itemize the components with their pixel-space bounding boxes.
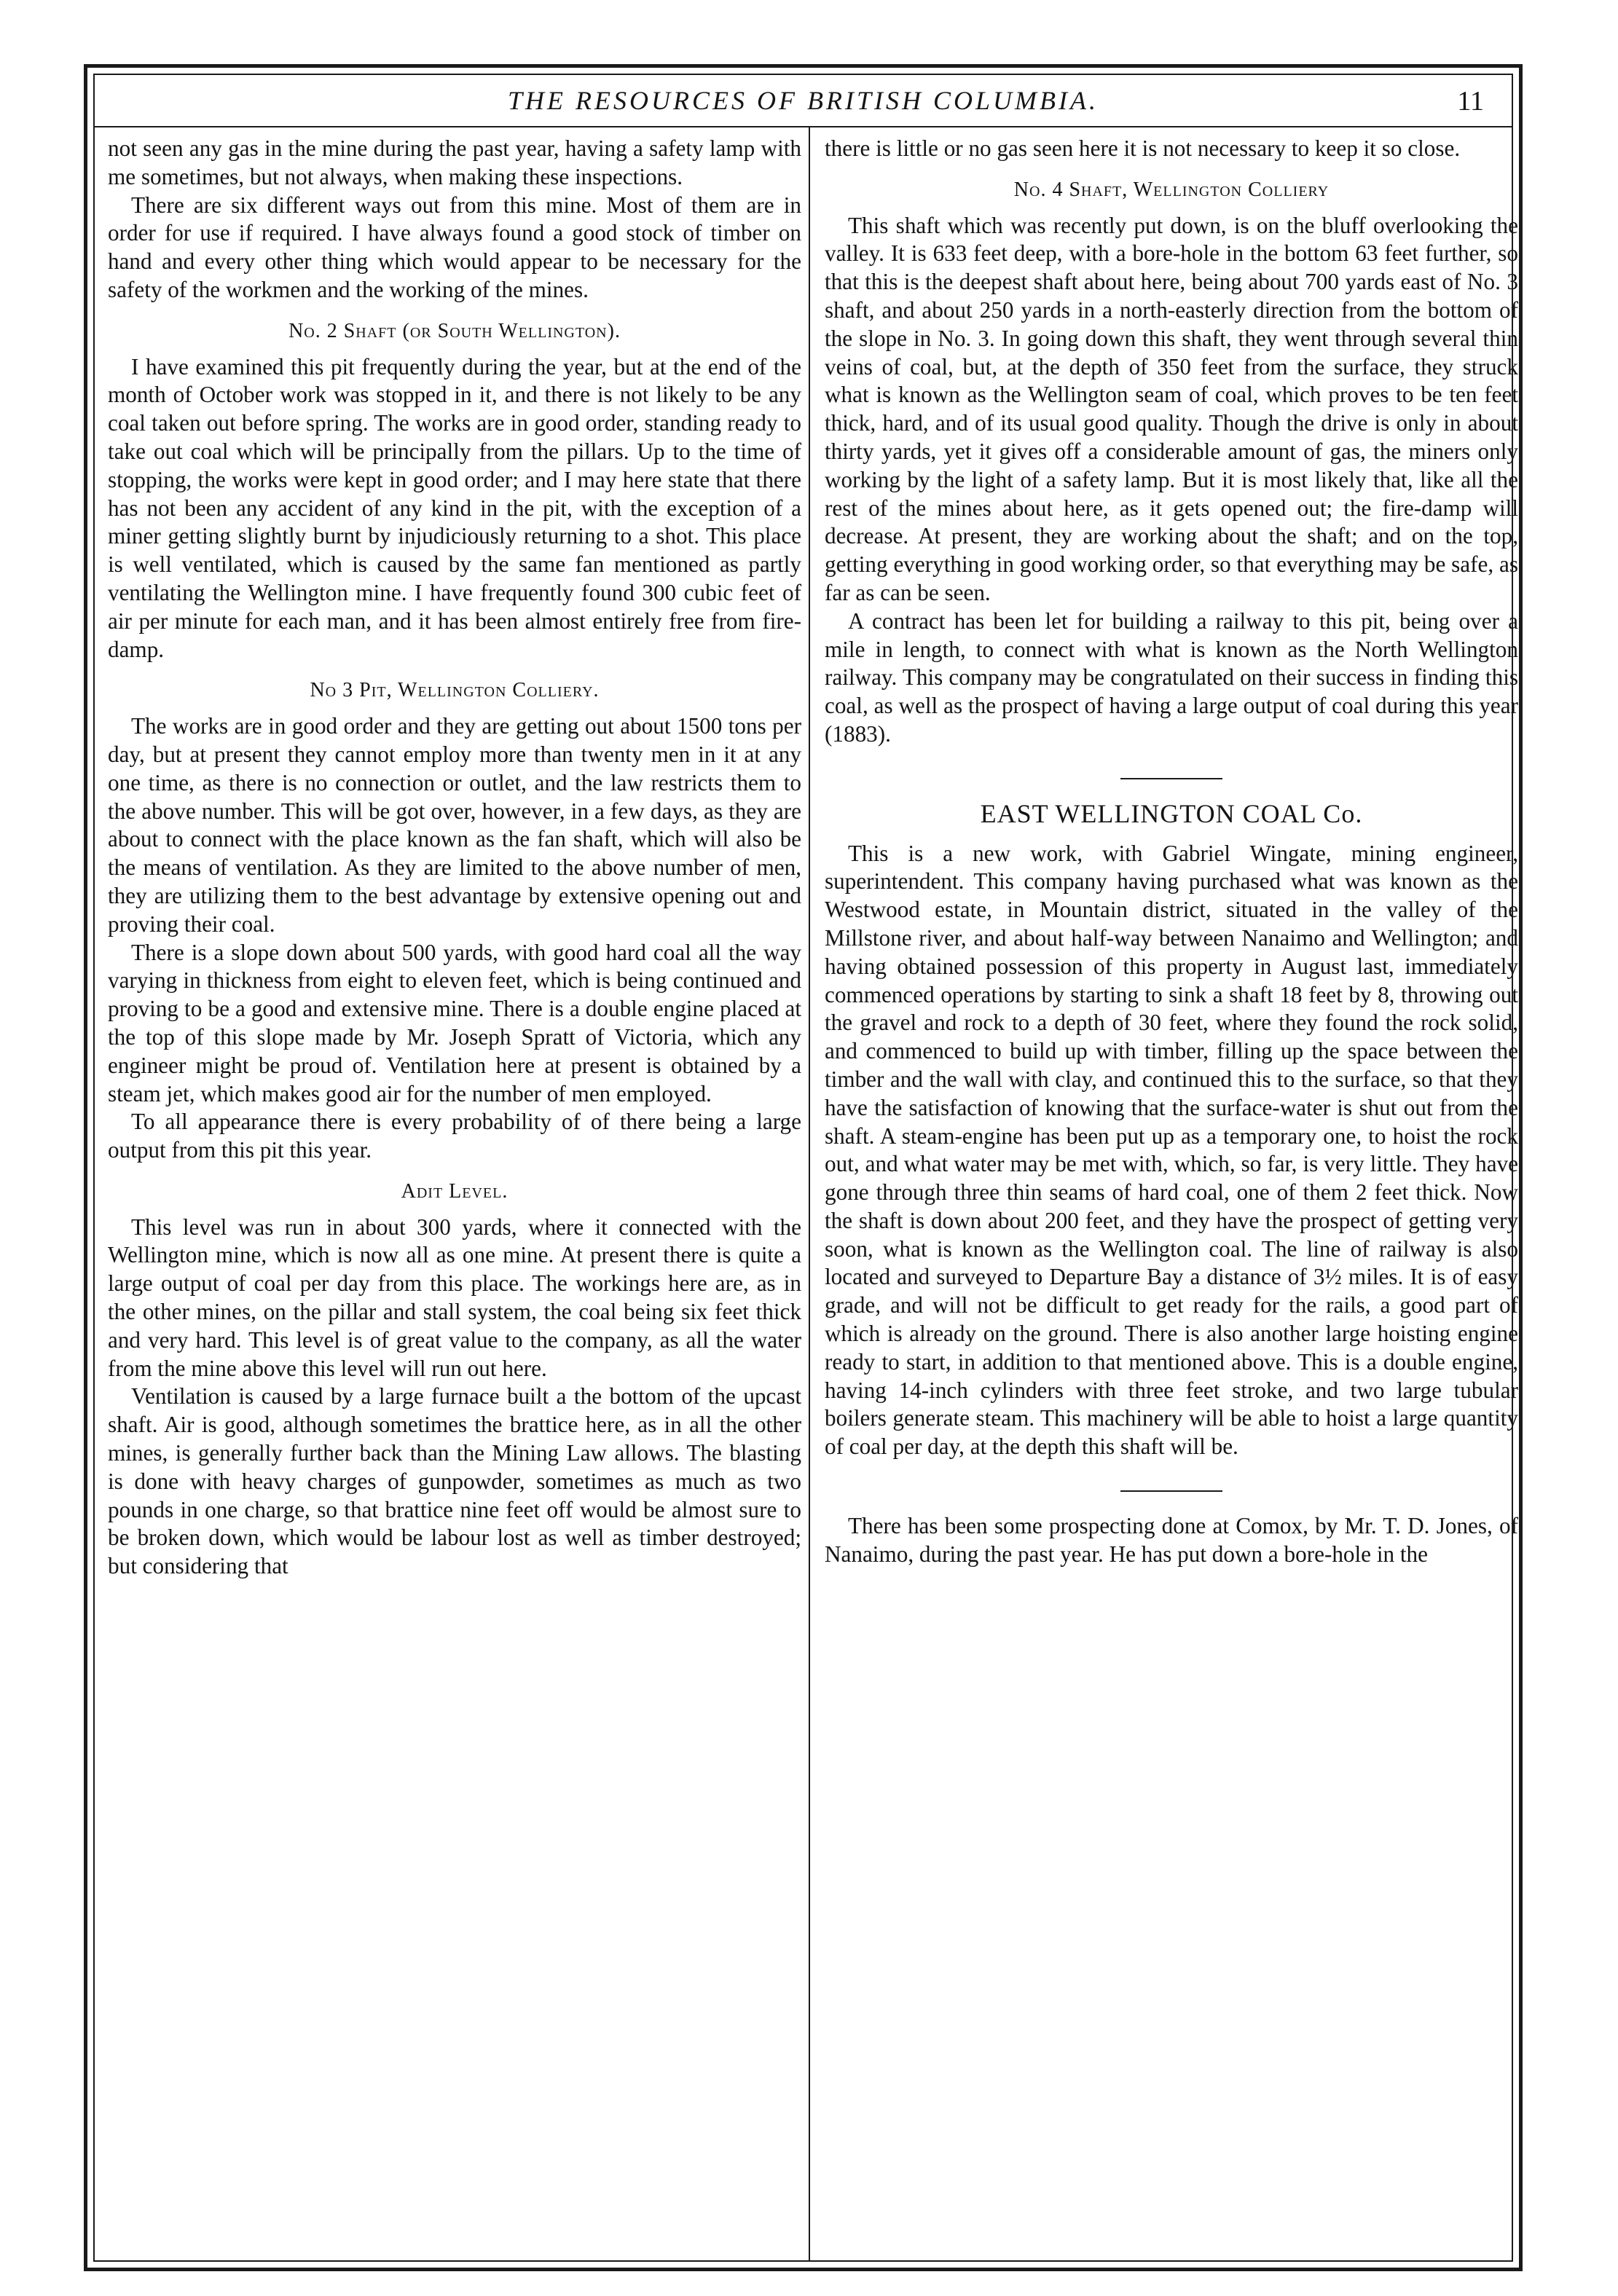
left-column	[108, 135, 801, 2246]
paragraph: The works are in good order and they are getting out about 1500 tons per day, but at present they cannot employ more than twenty men in it at any one time, as there is no connection or outlet, and the law restricts them to the above number. This will be got over, however, in a few days, as they are about to connect with the place known as the fan shaft, which will also be the means of ventilation. As they are limited to the above number of men, they are utilizing them to the best advantage by extensive opening out and proving their coal.	[108, 713, 801, 937]
page-border	[93, 74, 1518, 2262]
paragraph: This is a new work, with Gabriel Wingate, mining engineer, superintendent. This company having purchased what was known as the Westwood estate, in Mountain district, situated in the valley of the Millstone river, and about half-way between Nanaimo and Wellington; and having obtained possession of this property in August last, immediately commenced operations by starting to sink a shaft 18 feet by 8, throwing out the gravel and rock to a depth of 30 feet, where they found the rock solid, and commenced to build up with timber, filling up the space between the timber and the wall with clay, and continued this to the surface, so that they have the satisfaction of knowing that the surface-water is shut out from the shaft. A steam-engine has been put up as a temporary one, to hoist the rock out, and what water may be met with, which, so far, is very little. They have gone through three thin seams of hard coal, one of them 2 feet thick. Now the shaft is down about 200 feet, and they have the prospect of getting very soon, what is known as the Wellington coal. The line of railway is also located and surveyed to Departure Bay a distance of 3½ miles. It is of easy grade, and will not be difficult to get ready for the rails, a good part of which is already on the ground. There is also another large hoisting engine ready to start, in addition to that mentioned above. This is a double engine, having 14-inch cylinders with three feet stroke, and two large tubular boilers generate steam. This machinery will be able to hoist a large quantity of coal per day, at the depth this shaft will be.	[825, 840, 1518, 1460]
section-separator	[1120, 778, 1222, 779]
page-number: 11	[1457, 86, 1484, 117]
paragraph: There are six different ways out from this mine. Most of them are in order for use if required. I have always found a good stock of timber on hand and every other thing which would appear to be necessary for the safety of the workmen and the working of the mines.	[108, 192, 801, 302]
section-heading: No 3 Pit, Wellington Colliery.	[310, 679, 600, 702]
article-heading: EAST WELLINGTON COAL Co.	[980, 798, 1363, 828]
section-heading: No. 2 Shaft (or South Wellington).	[288, 319, 621, 342]
right-column	[825, 135, 1518, 2246]
column-divider	[809, 127, 810, 2260]
section-separator	[1120, 1490, 1222, 1492]
paragraph: Ventilation is caused by a large furnace built a the bottom of the upcast shaft. Air is good, although sometimes the brattice here, as in all the other mines, is generally further back than the Mining Law allows. The blasting is done with heavy charges of gunpowder, sometimes as much as two pounds in one charge, so that brattice nine feet off would be almost sure to be broken down, which would be labour lost as well as timber destroyed; but considering that	[108, 1383, 801, 1579]
paragraph: there is little or no gas seen here it is not necessary to keep it so close.	[825, 135, 1461, 161]
paragraph: A contract has been let for building a railway to this pit, being over a mile in length, to connect with what is known as the North Wellington railway. This company may be congratulated on their success in finding this coal, as well as the prospect of having a large output of coal during this year (1883).	[825, 608, 1518, 747]
paragraph: This shaft which was recently put down, is on the bluff overlooking the valley. It is 633 feet deep, with a bore-hole in the bottom 63 feet further, so that this is the deepest shaft about here, being about 700 yards east of No. 3 shaft, and about 250 yards in a north-easterly direction from the bottom of the slope in No. 3. In going down this shaft, they went through several thin veins of coal, but, at the depth of 350 feet from the surface, they struck what is known as the Wellington seam of coal, which proves to be ten feet thick, hard, and of its usual good quality. Though the drive is only in about thirty yards, yet it gives off a considerable amount of gas, the miners only working by the light of a safety lamp. But it is most likely that, like all the rest of the mines about here, as it gets opened out; the fire-damp will decrease. At present, they are working about the shaft; and on the top, getting everything in good working order, so that everything may be safe, as far as can be seen.	[825, 212, 1518, 605]
section-heading: Adit Level.	[401, 1179, 508, 1203]
paragraph: This level was run in about 300 yards, where it connected with the Wellington mine, which is now all as one mine. At present there is quite a large output of coal per day from this place. The workings here are, as in the other mines, on the pillar and stall system, the coal being six feet thick and very hard. This level is of great value to the company, as all the water from the mine above this level will run out here.	[108, 1214, 801, 1381]
paragraph: To all appearance there is every probability of of there being a large output from this pit this year.	[108, 1109, 801, 1163]
page-frame	[84, 64, 1523, 2271]
paragraph: not seen any gas in the mine during the past year, having a safety lamp with me sometimes, but not always, when making these inspections.	[108, 135, 801, 189]
paragraph: There has been some prospecting done at Comox, by Mr. T. D. Jones, of Nanaimo, during the past year. He has put down a bore-hole in the	[825, 1513, 1518, 1567]
paragraph: I have examined this pit frequently during the year, but at the end of the month of October work was stopped in it, and there is not likely to be any coal taken out before spring. The works are in good order, standing ready to take out coal which will be principally from the pillars. Up to the time of stopping, the works were kept in good order; and I may here state that there has not been any accident of any kind in the pit, with the exception of a miner getting slightly burnt by injudiciously returning to a shot. This place is well ventilated, which is caused by the same fan mentioned as partly ventilating the Wellington mine. I have frequently found 300 cubic feet of air per minute for each man, and it has been almost entirely free from fire-damp.	[108, 353, 801, 662]
running-title: THE RESOURCES OF BRITISH COLUMBIA.	[508, 86, 1099, 115]
section-heading: No. 4 Shaft, Wellington Colliery	[1013, 178, 1330, 201]
page-header	[95, 75, 1512, 127]
paragraph: There is a slope down about 500 yards, with good hard coal all the way varying in thickness from eight to eleven feet, which is being continued and proving to be a good and extensive mine. There is a double engine placed at the top of this slope made by Mr. Joseph Spratt of Victoria, which any engineer might be proud of. Ventilation here at present is obtained by a steam jet, which makes good air for the number of men employed.	[108, 939, 801, 1106]
